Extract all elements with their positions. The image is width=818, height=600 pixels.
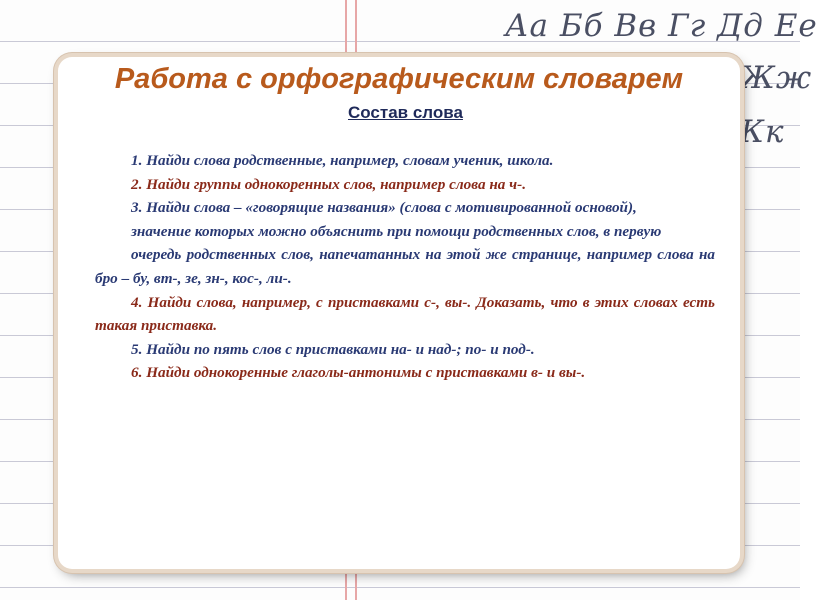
- task-item: 3. Найди слова – «говорящие названия» (слова с мотивированной основой),: [131, 199, 637, 217]
- cursive-alphabet-row: Кк: [740, 114, 785, 150]
- task-item: очередь родственных слов, напечатанных на этой же странице, например слова на бро – бу, вт-, зе, зн-, кос-, ли-.: [95, 246, 715, 287]
- task-item: 6. Найди однокоренные глаголы-антонимы с приставками в- и вы-.: [131, 364, 586, 382]
- task-item: 1. Найди слова родственные, например, словам ученик, школа.: [131, 152, 554, 169]
- slide-subtitle: Состав слова: [348, 103, 463, 122]
- cursive-alphabet-row: Аа Бб Вв Гг Дд Ее: [505, 8, 818, 44]
- task-item: 4. Найди слова, например, с приставками с-, вы-. Доказать, что в этих словах есть такая приставка.: [95, 293, 715, 335]
- cursive-alphabet-row: Жж: [740, 60, 813, 96]
- content-card: [58, 57, 740, 569]
- task-item: 2. Найди группы однокоренных слов, например слова на ч-.: [131, 175, 526, 193]
- task-item: 5. Найди по пять слов с приставками на- и над-; по- и под-.: [131, 340, 535, 358]
- task-list: [95, 149, 715, 385]
- slide-title: Работа с орфографическим словарем: [114, 63, 684, 95]
- task-item: значение которых можно объяснить при помощи родственных слов, в первую: [131, 222, 662, 240]
